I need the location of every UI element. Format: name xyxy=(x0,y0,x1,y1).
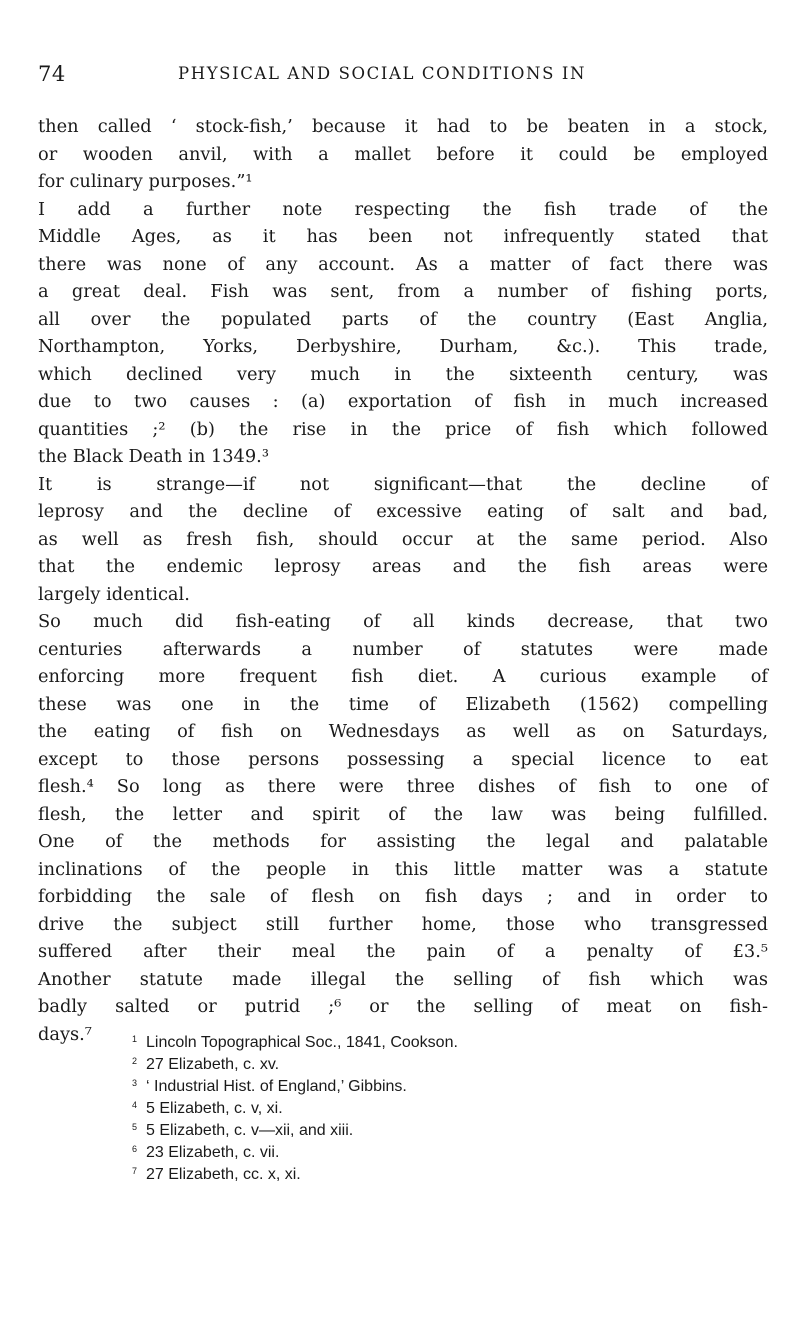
text-line: these was one in the time of Elizabeth (1562) compelling xyxy=(38,693,768,715)
footnote-text: 27 Elizabeth, cc. x, xi. xyxy=(146,1166,301,1183)
text-line: the Black Death in 1349.³ xyxy=(38,446,269,467)
text-line: drive the subject still further home, those who transgressed xyxy=(38,913,768,935)
text-line: So much did fish-eating of all kinds decrease, that two xyxy=(38,611,768,632)
running-title: PHYSICAL AND SOCIAL CONDITIONS IN xyxy=(178,64,586,83)
text-line: all over the populated parts of the country (East Anglia, xyxy=(38,308,768,330)
text-line: then called ‘ stock-fish,’ because it had to be beaten in a stock, xyxy=(38,116,768,137)
text-line: inclinations of the people in this little matter was a statute xyxy=(38,858,768,880)
footnote-number: 2 xyxy=(132,1056,138,1066)
body-text xyxy=(38,113,768,1048)
footnote-number: 7 xyxy=(132,1166,138,1176)
text-line: Northampton, Yorks, Derbyshire, Durham, &c.). This trade, xyxy=(38,336,768,357)
footnote-text: Lincoln Topographical Soc., 1841, Cookson. xyxy=(146,1034,458,1051)
text-line: there was none of any account. As a matter of fact there was xyxy=(38,253,768,275)
footnote-number: 1 xyxy=(132,1034,138,1044)
text-line: enforcing more frequent fish diet. A curious example of xyxy=(38,666,768,687)
text-line: forbidding the sale of flesh on fish days ; and in order to xyxy=(38,886,768,907)
footnote-number: 6 xyxy=(132,1144,138,1154)
footnote-text: 27 Elizabeth, c. xv. xyxy=(146,1056,280,1073)
text-line: One of the methods for assisting the legal and palatable xyxy=(38,831,768,852)
text-line: days.⁷ xyxy=(38,1023,92,1045)
text-line: Middle Ages, as it has been not infrequently stated that xyxy=(38,226,768,247)
text-line: for culinary purposes.”¹ xyxy=(38,171,253,192)
text-line: quantities ;² (b) the rise in the price of fish which followed xyxy=(38,418,768,440)
text-line: or wooden anvil, with a mallet before it could be employed xyxy=(38,143,768,165)
text-line: badly salted or putrid ;⁶ or the selling of meat on fish- xyxy=(38,996,768,1017)
footnote-text: ‘ Industrial Hist. of England,’ Gibbins. xyxy=(146,1078,407,1095)
footnote-number: 3 xyxy=(132,1078,138,1088)
text-line: the eating of fish on Wednesdays as well as on Saturdays, xyxy=(38,721,768,742)
page-header xyxy=(38,62,768,92)
page-number: 74 xyxy=(38,62,66,86)
footnotes xyxy=(132,1032,732,1186)
text-line: centuries afterwards a number of statutes were made xyxy=(38,638,768,660)
text-line: leprosy and the decline of excessive eating of salt and bad, xyxy=(38,501,768,522)
footnote-text: 5 Elizabeth, c. v—xii, and xiii. xyxy=(146,1122,354,1139)
text-line: largely identical. xyxy=(38,583,190,605)
footnote xyxy=(132,1098,732,1120)
text-line: which declined very much in the sixteenth century, was xyxy=(38,363,768,385)
footnote xyxy=(132,1120,732,1142)
footnote xyxy=(132,1164,732,1186)
text-line: It is strange—if not significant—that the decline of xyxy=(38,473,768,495)
footnote-number: 5 xyxy=(132,1122,138,1132)
text-line: flesh.⁴ So long as there were three dishes of fish to one of xyxy=(38,776,768,797)
text-line: due to two causes : (a) exportation of fish in much increased xyxy=(38,391,768,412)
text-line: I add a further note respecting the fish trade of the xyxy=(38,198,768,220)
text-line: suffered after their meal the pain of a penalty of £3.⁵ xyxy=(38,941,768,962)
text-line: Another statute made illegal the selling of fish which was xyxy=(38,968,768,990)
text-line: as well as fresh fish, should occur at the same period. Also xyxy=(38,528,768,550)
footnote-text: 23 Elizabeth, c. vii. xyxy=(146,1144,280,1161)
footnote xyxy=(132,1076,732,1098)
text-line: that the endemic leprosy areas and the fish areas were xyxy=(38,556,768,577)
text-line: a great deal. Fish was sent, from a number of fishing ports, xyxy=(38,281,768,302)
footnote xyxy=(132,1032,732,1054)
footnote-text: 5 Elizabeth, c. v, xi. xyxy=(146,1100,283,1117)
footnote-number: 4 xyxy=(132,1100,138,1110)
footnote xyxy=(132,1142,732,1164)
text-line: except to those persons possessing a special licence to eat xyxy=(38,748,768,770)
footnote xyxy=(132,1054,732,1076)
text-line: flesh, the letter and spirit of the law was being fulfilled. xyxy=(38,803,768,825)
